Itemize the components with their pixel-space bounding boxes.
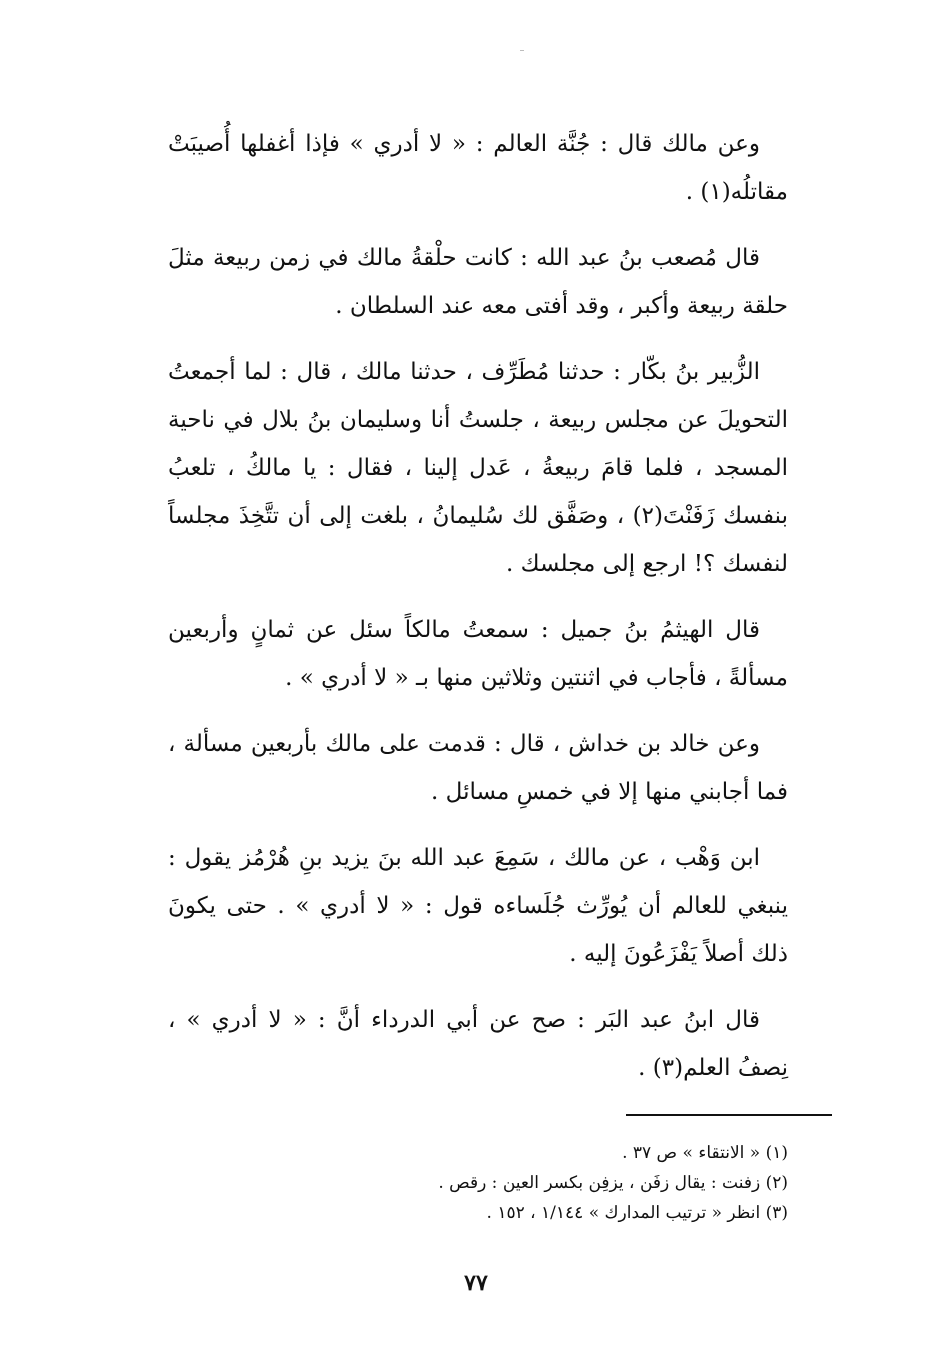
footnote-divider xyxy=(626,1114,832,1116)
paragraph-2: قال مُصعب بنُ عبد الله : كانت حلْقةُ مالك في زمن ربيعة مثلَ حلقة ربيعة وأكبر ، وقد أفتى معه عند السلطان . xyxy=(168,245,788,319)
paragraph-5: وعن خالد بن خداش ، قال : قدمت على مالك بأربعين مسألة ، فما أجابني منها إلا في خمسِ مسائل . xyxy=(168,731,788,805)
footnotes xyxy=(168,1138,788,1228)
footnote-1: (١) « الانتقاء » ص ٣٧ . xyxy=(622,1143,788,1163)
footnote-3: (٣) انظر « ترتيب المدارك » ١/١٤٤ ، ١٥٢ . xyxy=(486,1203,788,1223)
main-text xyxy=(168,120,788,1110)
paragraph-7: قال ابنُ عبد البَر : صح عن أبي الدرداء أنَّ : « لا أدري » ، نِصفُ العلم(٣) . xyxy=(168,1007,788,1081)
top-scan-mark xyxy=(520,50,524,51)
paragraph-6: ابن وَهْب ، عن مالك ، سَمِعَ عبد الله بنَ يزيد بنِ هُرْمُز يقول : ينبغي للعالم أن يُورِّث جُلَساءه قول : « لا أدري » . حتى يكونَ ذلك أصلاً يَفْزَعُونَ إليه . xyxy=(168,845,788,967)
paragraph-1: وعن مالك قال : جُنَّة العالم : « لا أدري » فإذا أغفلها أُصيبَتْ مقاتلُه(١) . xyxy=(168,131,788,205)
page-number: ٧٧ xyxy=(464,1270,488,1296)
paragraph-3: الزُّبير بنُ بكّار : حدثنا مُطَرِّف ، حدثنا مالك ، قال : لما أجمعتُ التحويلَ عن مجلس ربيعة ، جلستُ أنا وسليمان بنُ بلال في ناحية المسجد ، فلما قامَ ربيعةُ ، عَدل إلينا ، فقال : يا مالكُ ، تلعبُ بنفسك زَفَنْتَ(٢) ، وصَفَّق لك سُليمانُ ، بلغت إلى أن تتَّخِذَ مجلساً لنفسك ؟! ارجع إلى مجلسك . xyxy=(168,359,788,577)
paragraph-4: قال الهيثمُ بنُ جميل : سمعتُ مالكاً سئل عن ثمانٍ وأربعين مسألةً ، فأجاب في اثنتين وثلاثين منها بـ « لا أدري » . xyxy=(168,617,788,691)
footnote-2: (٢) زفنت : يقال زفَن ، يزفِن بكسر العين : رقص . xyxy=(438,1173,788,1193)
